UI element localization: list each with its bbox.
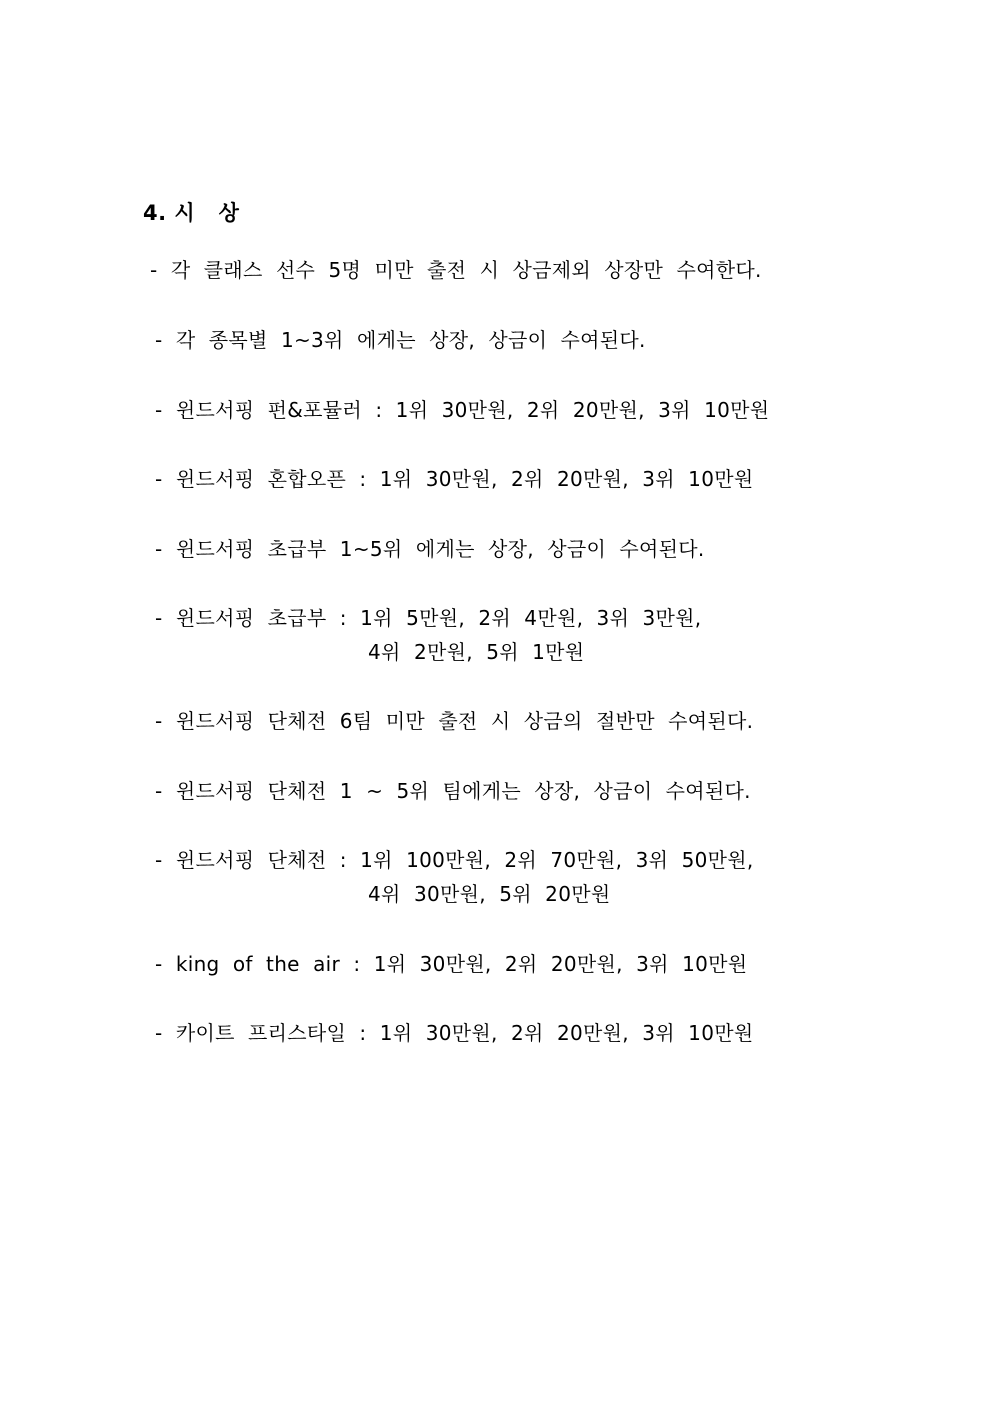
list-item: - 카이트 프리스타일 : 1위 30만원, 2위 20만원, 3위 10만원 [155, 1021, 754, 1045]
section-title: 4. 시 상 [143, 201, 240, 225]
list-item: - 윈드서핑 초급부 : 1위 5만원, 2위 4만원, 3위 3만원, [155, 606, 702, 630]
list-item: - 윈드서핑 단체전 1 ~ 5위 팀에게는 상장, 상금이 수여된다. [155, 779, 751, 803]
list-item: - 각 종목별 1~3위 에게는 상장, 상금이 수여된다. [155, 328, 646, 352]
list-item-continuation: 4위 30만원, 5위 20만원 [368, 882, 611, 906]
list-item: - 윈드서핑 혼합오픈 : 1위 30만원, 2위 20만원, 3위 10만원 [155, 467, 754, 491]
list-item: - 윈드서핑 단체전 : 1위 100만원, 2위 70만원, 3위 50만원, [155, 848, 754, 872]
list-item: - 각 클래스 선수 5명 미만 출전 시 상금제외 상장만 수여한다. [150, 258, 762, 282]
list-item: - king of the air : 1위 30만원, 2위 20만원, 3위 10만원 [155, 952, 748, 976]
list-item: - 윈드서핑 펀&포뮬러 : 1위 30만원, 2위 20만원, 3위 10만원 [155, 398, 770, 422]
list-item: - 윈드서핑 초급부 1~5위 에게는 상장, 상금이 수여된다. [155, 537, 705, 561]
list-item-continuation: 4위 2만원, 5위 1만원 [368, 640, 585, 664]
list-item: - 윈드서핑 단체전 6팀 미만 출전 시 상금의 절반만 수여된다. [155, 709, 754, 733]
